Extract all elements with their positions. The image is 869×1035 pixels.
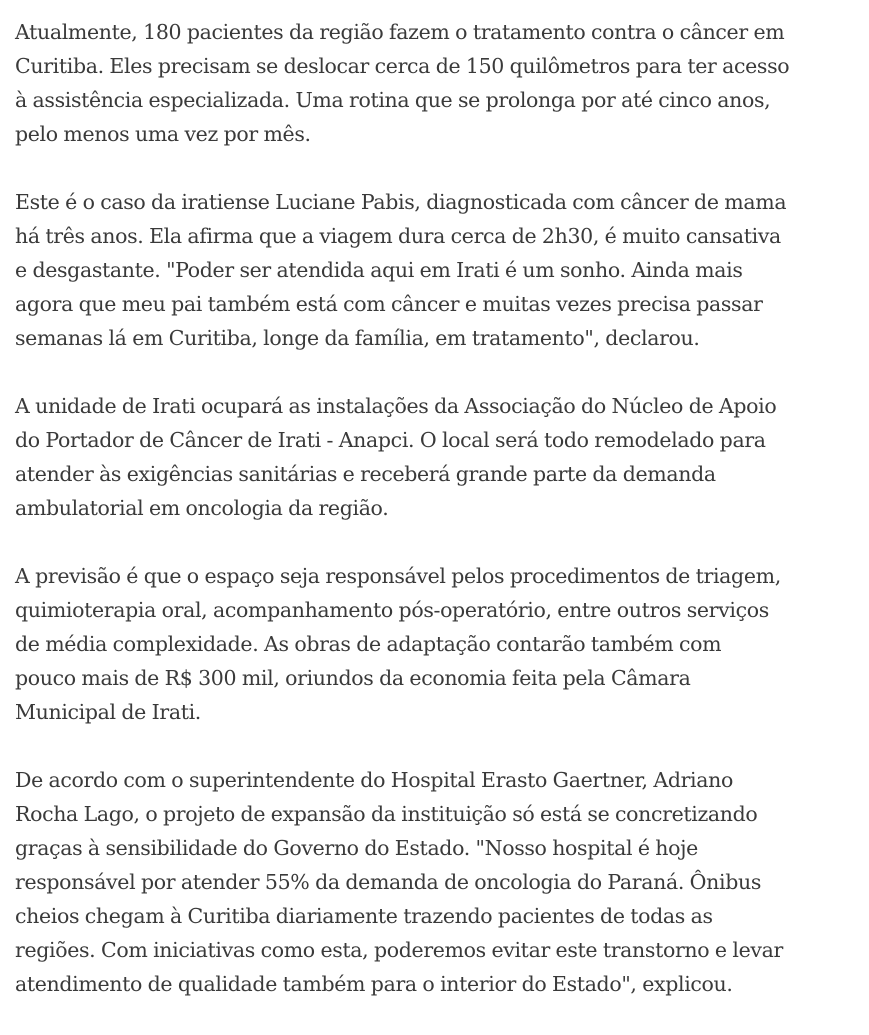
article-body [15, 15, 863, 1035]
paragraph-line: A previsão é que o espaço seja responsável pelos procedimentos de triagem, [15, 564, 781, 588]
paragraph-line: regiões. Com iniciativas como esta, poderemos evitar este transtorno e levar [15, 938, 783, 962]
paragraph-line: ambulatorial em oncologia da região. [15, 496, 389, 520]
paragraph-line: quimioterapia oral, acompanhamento pós-operatório, entre outros serviços [15, 598, 769, 622]
paragraph-line: há três anos. Ela afirma que a viagem dura cerca de 2h30, é muito cansativa [15, 224, 781, 248]
article-paragraph [15, 389, 863, 525]
paragraph-line: Rocha Lago, o projeto de expansão da instituição só está se concretizando [15, 802, 758, 826]
article-paragraph [15, 763, 863, 1001]
article-paragraph [15, 185, 863, 355]
paragraph-line: graças à sensibilidade do Governo do Estado. "Nosso hospital é hoje [15, 836, 698, 860]
paragraph-line: responsável por atender 55% da demanda de oncologia do Paraná. Ônibus [15, 870, 761, 894]
paragraph-line: Municipal de Irati. [15, 700, 201, 724]
paragraph-line: agora que meu pai também está com câncer e muitas vezes precisa passar [15, 292, 763, 316]
paragraph-line: pouco mais de R$ 300 mil, oriundos da economia feita pela Câmara [15, 666, 691, 690]
paragraph-line: e desgastante. "Poder ser atendida aqui em Irati é um sonho. Ainda mais [15, 258, 743, 282]
paragraph-line: A unidade de Irati ocupará as instalações da Associação do Núcleo de Apoio [15, 394, 777, 418]
paragraph-line: Atualmente, 180 pacientes da região fazem o tratamento contra o câncer em [15, 20, 785, 44]
paragraph-line: Curitiba. Eles precisam se deslocar cerca de 150 quilômetros para ter acesso [15, 54, 790, 78]
paragraph-line: do Portador de Câncer de Irati - Anapci. O local será todo remodelado para [15, 428, 766, 452]
paragraph-line: semanas lá em Curitiba, longe da família, em tratamento", declarou. [15, 326, 700, 350]
paragraph-line: pelo menos uma vez por mês. [15, 122, 311, 146]
paragraph-line: atender às exigências sanitárias e receberá grande parte da demanda [15, 462, 716, 486]
paragraph-line: atendimento de qualidade também para o interior do Estado", explicou. [15, 972, 733, 996]
paragraph-line: Este é o caso da iratiense Luciane Pabis, diagnosticada com câncer de mama [15, 190, 787, 214]
article-paragraph [15, 15, 863, 151]
paragraph-line: à assistência especializada. Uma rotina que se prolonga por até cinco anos, [15, 88, 771, 112]
paragraph-line: de média complexidade. As obras de adaptação contarão também com [15, 632, 722, 656]
paragraph-line: De acordo com o superintendente do Hospital Erasto Gaertner, Adriano [15, 768, 733, 792]
paragraph-line: cheios chegam à Curitiba diariamente trazendo pacientes de todas as [15, 904, 713, 928]
article-paragraph [15, 559, 863, 729]
